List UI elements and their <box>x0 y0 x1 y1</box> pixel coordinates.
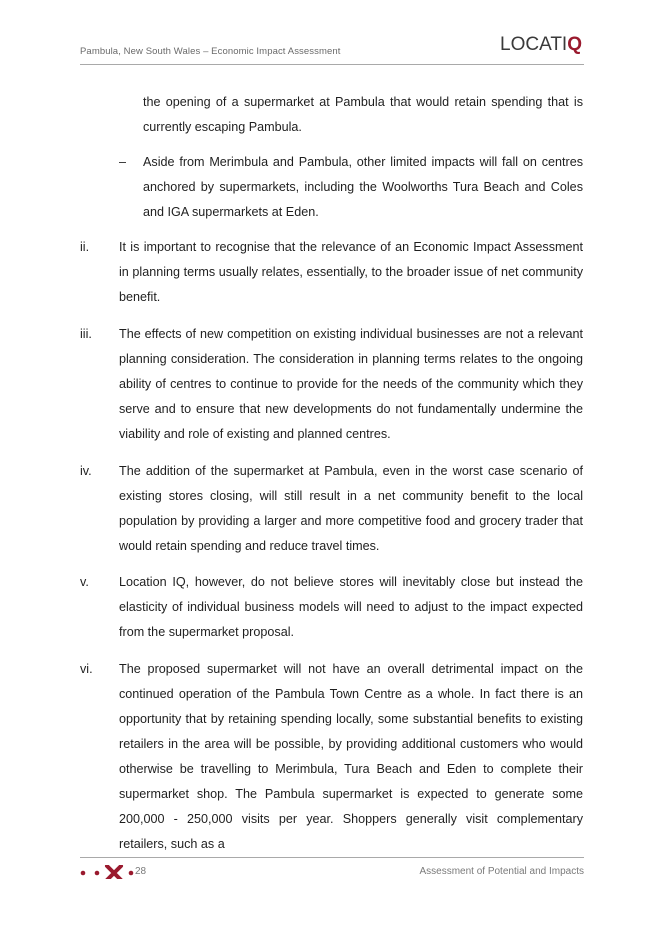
item-marker-vi: vi. <box>80 662 93 676</box>
item-text-v: Location IQ, however, do not believe stores will inevitably close but instead the elasticity of individual business models will need to adjust to the impact expected from the supermarket proposal. <box>119 575 583 639</box>
page-number: 28 <box>135 866 147 877</box>
header-divider <box>80 64 584 65</box>
dash-bullet-text: Aside from Merimbula and Pambula, other limited impacts will fall on centres anchored by supermarkets, including the Woolworths Tura Beach and Coles and IGA supermarkets at Eden. <box>143 155 583 219</box>
location-iq-logo <box>500 34 582 56</box>
logo-accent: Q <box>567 34 582 55</box>
logo-text: LOCATI <box>500 34 568 55</box>
footer-section-title: Assessment of Potential and Impacts <box>419 866 584 877</box>
item-marker-v: v. <box>80 575 89 589</box>
continuation-paragraph: the opening of a supermarket at Pambula that would retain spending that is currently escaping Pambula. <box>143 95 583 134</box>
header-title: Pambula, New South Wales – Economic Impact Assessment <box>80 46 341 57</box>
item-marker-iv: iv. <box>80 464 92 478</box>
item-text-iv: The addition of the supermarket at Pambula, even in the worst case scenario of existing stores closing, will still result in a net community benefit to the local population by providing a larger and more competitive food and grocery trader that would retain spending and reduce travel times. <box>119 464 583 553</box>
item-text-iii: The effects of new competition on existing individual businesses are not a relevant planning consideration. The consideration in planning terms relates to the ongoing ability of centres to continue to provide for the needs of the community which they serve and to ensure that new developments do not fundamentally undermine the viability and role of existing and planned centres. <box>119 327 583 441</box>
footer-divider <box>80 857 584 858</box>
item-marker-iii: iii. <box>80 327 92 341</box>
dash-bullet-marker: – <box>119 155 127 169</box>
item-text-ii: It is important to recognise that the relevance of an Economic Impact Assessment in planning terms usually relates, essentially, to the broader issue of net community benefit. <box>119 240 583 304</box>
item-marker-ii: ii. <box>80 240 90 254</box>
item-text-vi: The proposed supermarket will not have an overall detrimental impact on the continued operation of the Pambula Town Centre as a whole. In fact there is an opportunity that by retaining spending locally, some substantial benefits to existing retailers in the area will be possible, by providing additional customers who would otherwise be travelling to Merimbula, Tura Beach and Eden to complete their supermarket shop. The Pambula supermarket is expected to generate some 200,000 - 250,000 visits per year. Shoppers generally visit complementary retailers, such as a <box>119 662 583 851</box>
